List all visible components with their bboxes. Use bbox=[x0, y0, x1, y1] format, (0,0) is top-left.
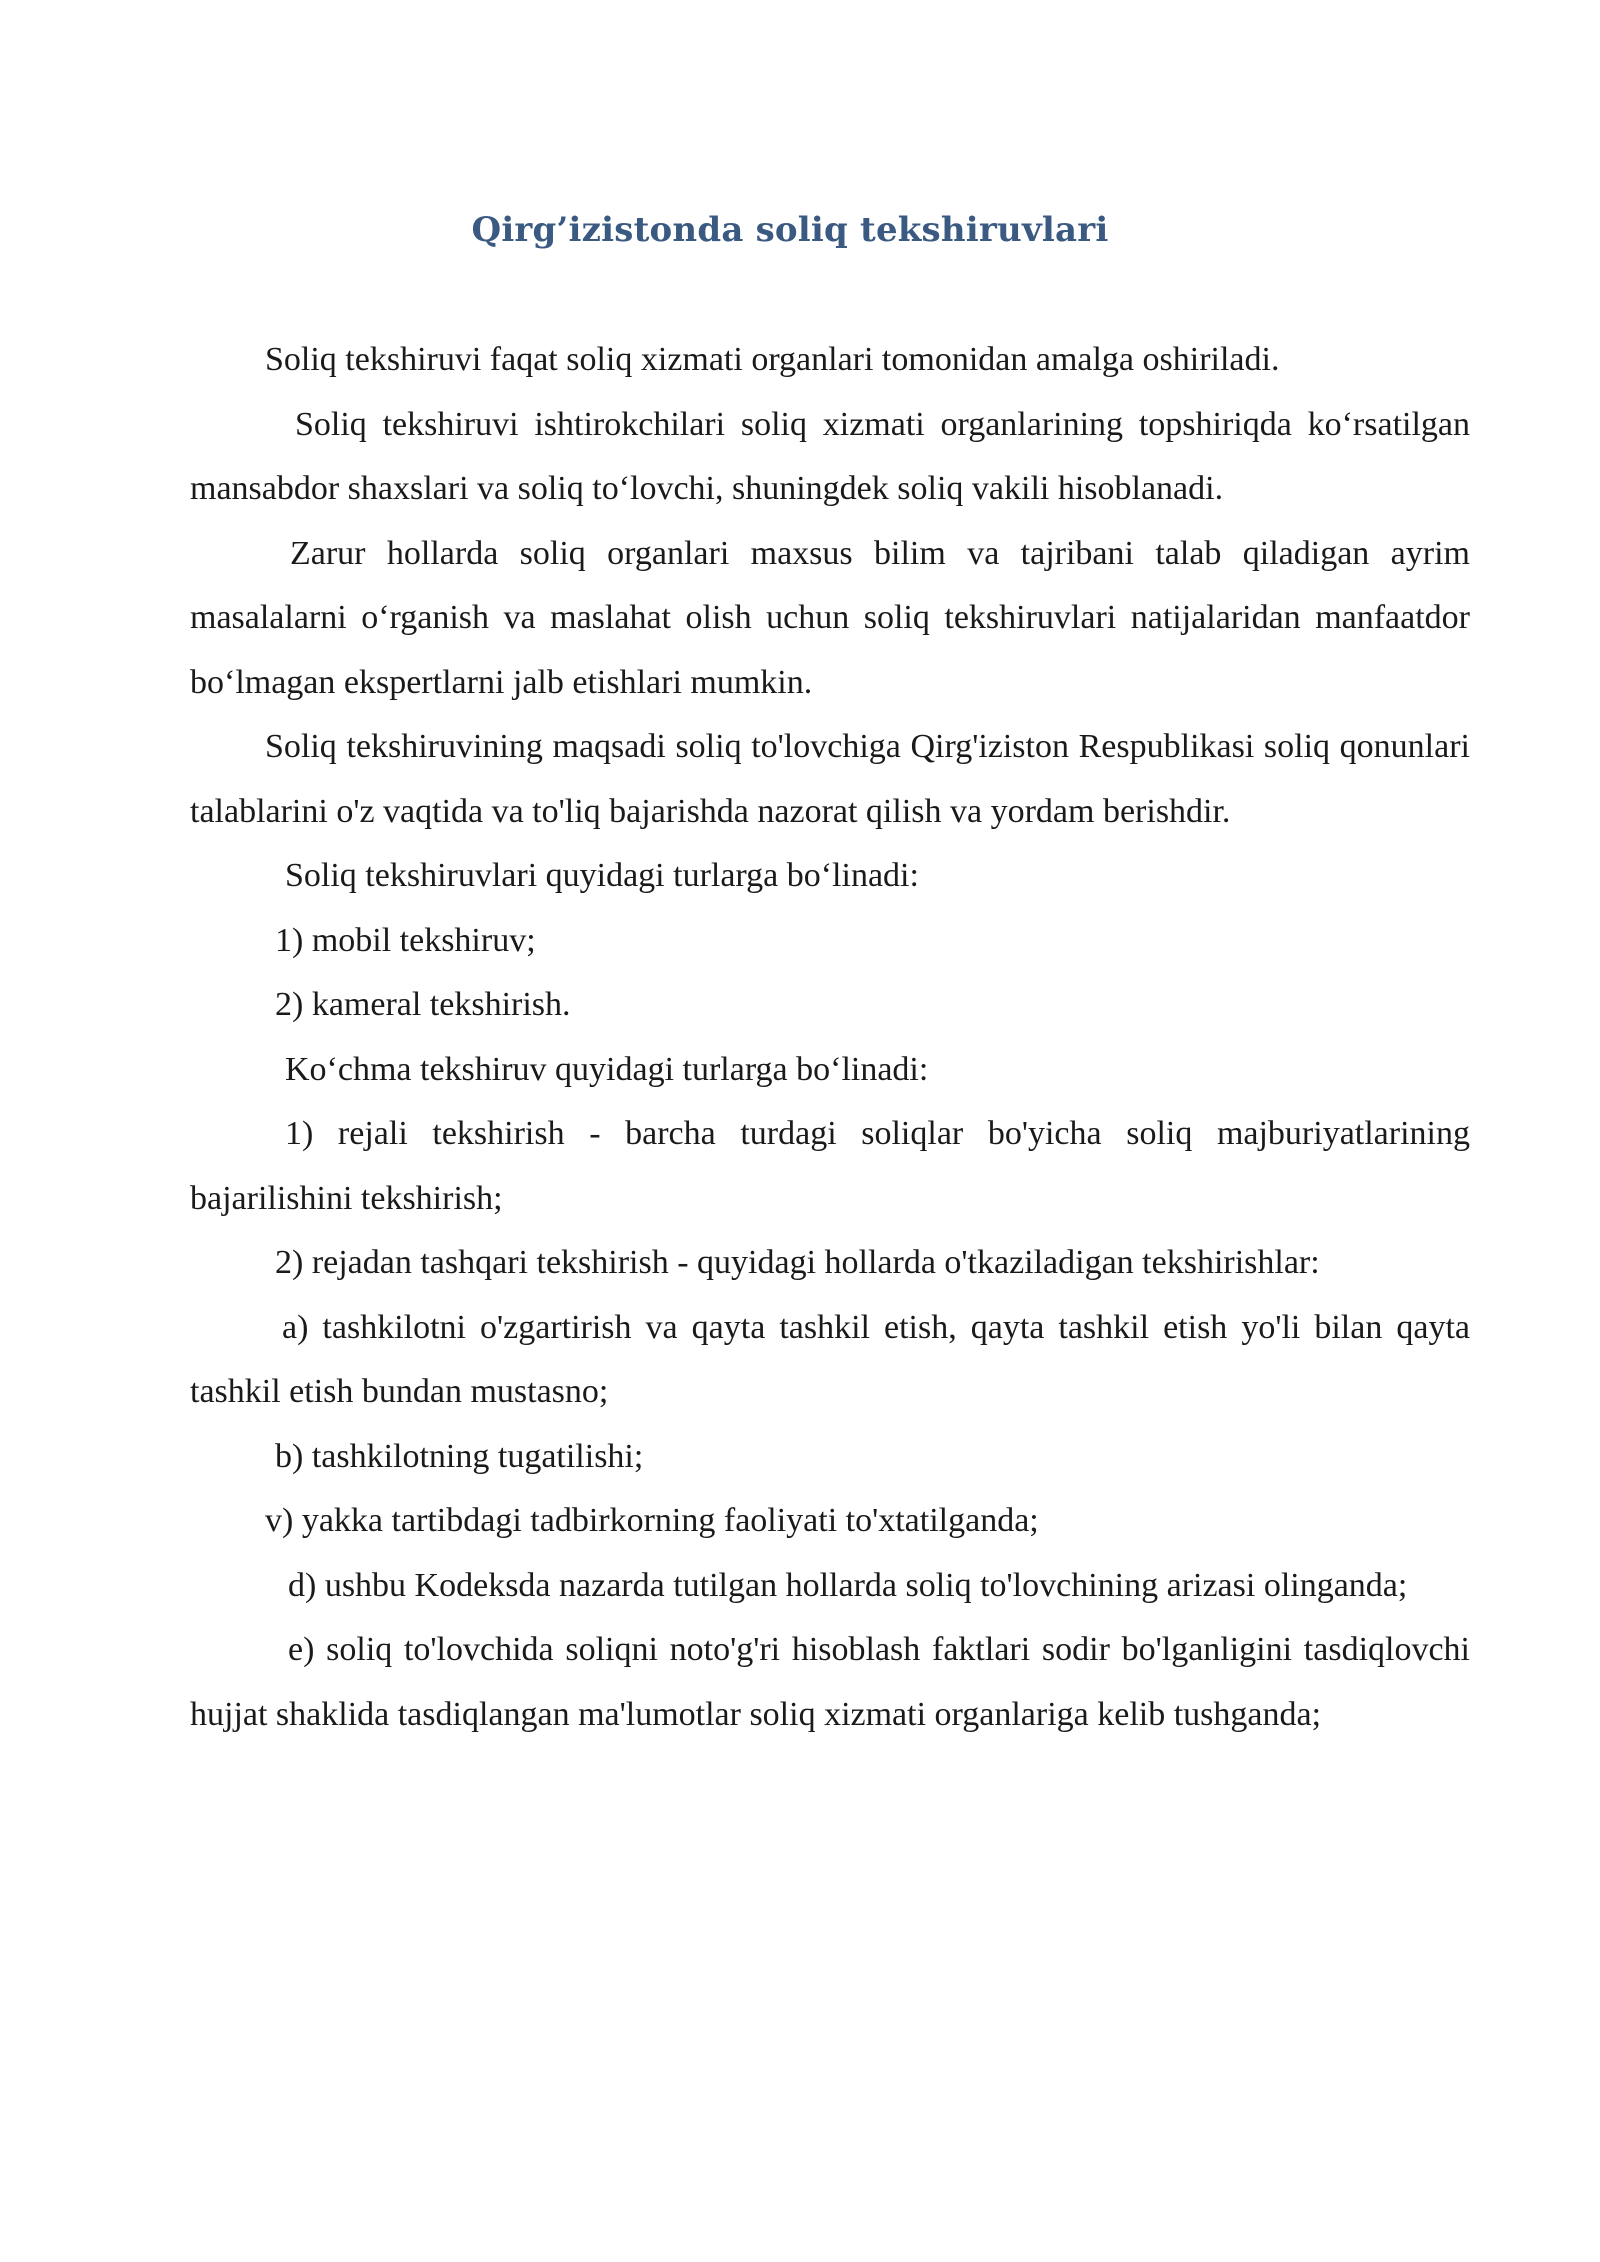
paragraph-4: Soliq tekshiruvining maqsadi soliq to'lovchiga Qirg'iziston Respublikasi soliq qonunlari talablarini o'z vaqtida va to'liq bajarishda nazorat qilish va yordam berishdir. bbox=[190, 728, 1470, 830]
list-item-rejali: 1) rejali tekshirish - barcha turdagi soliqlar bo'yicha soliq majburiyatlarining bajarilishini tekshirish; bbox=[190, 1115, 1470, 1217]
document-body bbox=[190, 328, 1470, 1747]
list-item-e: e) soliq to'lovchida soliqni noto'g'ri hisoblash faktlari sodir bo'lganligini tasdiqlovchi hujjat shaklida tasdiqlangan ma'lumotlar soliq xizmati organlariga kelib tushganda; bbox=[190, 1631, 1470, 1733]
list-item-a: a) tashkilotni o'zgartirish va qayta tashkil etish, qayta tashkil etish yo'li bilan qayta tashkil etish bundan mustasno; bbox=[190, 1308, 1470, 1410]
list-item-b: b) tashkilotning tugatilishi; bbox=[275, 1437, 644, 1475]
paragraph-6: Ko‘chma tekshiruv quyidagi turlarga bo‘linadi: bbox=[285, 1050, 929, 1088]
list-item-d: d) ushbu Kodeksda nazarda tutilgan hollarda soliq to'lovchining arizasi olinganda; bbox=[288, 1566, 1408, 1604]
document-title: Qirg’izistonda soliq tekshiruvlari bbox=[471, 210, 1109, 250]
list-item-mobile: 1) mobil tekshiruv; bbox=[275, 921, 536, 959]
paragraph-2: Soliq tekshiruvi ishtirokchilari soliq xizmati organlarining topshiriqda ko‘rsatilgan mansabdor shaxslari va soliq to‘lovchi, shuningdek soliq vakili hisoblanadi. bbox=[190, 405, 1470, 507]
paragraph-1: Soliq tekshiruvi faqat soliq xizmati organlari tomonidan amalga oshiriladi. bbox=[265, 341, 1280, 378]
list-item-rejadan-tashqari: 2) rejadan tashqari tekshirish - quyidagi hollarda o'tkaziladigan tekshirishlar: bbox=[275, 1244, 1320, 1281]
list-item-v: v) yakka tartibdagi tadbirkorning faoliyati to'xtatilganda; bbox=[265, 1502, 1039, 1539]
paragraph-5: Soliq tekshiruvlari quyidagi turlarga bo‘linadi: bbox=[285, 857, 919, 894]
paragraph-3: Zarur hollarda soliq organlari maxsus bilim va tajribani talab qiladigan ayrim masalalarni o‘rganish va maslahat olish uchun soliq tekshiruvlari natijalaridan manfaatdor bo‘lmagan ekspertlarni jalb etishlari mumkin. bbox=[190, 534, 1470, 701]
list-item-kameral: 2) kameral tekshirish. bbox=[275, 986, 571, 1023]
